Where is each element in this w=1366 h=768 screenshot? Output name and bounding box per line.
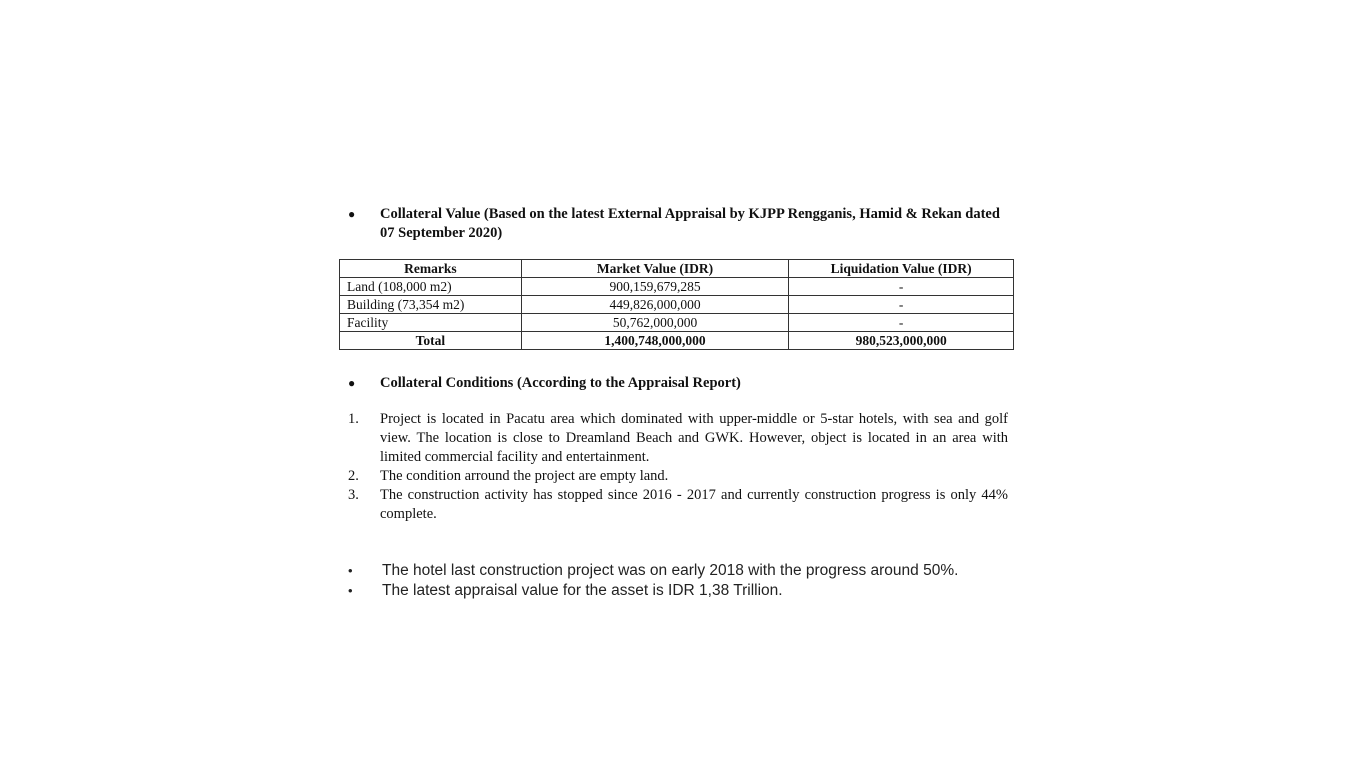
cell-liquidation-value: - bbox=[789, 278, 1014, 296]
cell-market-value: 449,826,000,000 bbox=[521, 296, 788, 314]
list-number: 1. bbox=[348, 411, 359, 427]
cell-total-label: Total bbox=[340, 332, 522, 350]
cell-remarks: Land (108,000 m2) bbox=[340, 278, 522, 296]
note-item bbox=[348, 561, 1048, 581]
note-item bbox=[348, 581, 1048, 601]
note-text: The hotel last construction project was on early 2018 with the progress around 50%. bbox=[382, 562, 959, 579]
list-number: 3. bbox=[348, 487, 359, 503]
note-text: The latest appraisal value for the asset is IDR 1,38 Trillion. bbox=[382, 582, 783, 599]
bullet-icon: • bbox=[348, 583, 353, 598]
cell-market-value: 900,159,679,285 bbox=[521, 278, 788, 296]
header-market-value: Market Value (IDR) bbox=[521, 260, 788, 278]
cell-total-market-value: 1,400,748,000,000 bbox=[521, 332, 788, 350]
cell-liquidation-value: - bbox=[789, 314, 1014, 332]
bullet-icon: ● bbox=[348, 207, 356, 221]
cell-liquidation-value: - bbox=[789, 296, 1014, 314]
cell-total-liquidation-value: 980,523,000,000 bbox=[789, 332, 1014, 350]
collateral-value-heading bbox=[348, 205, 1003, 243]
cell-remarks: Building (73,354 m2) bbox=[340, 296, 522, 314]
collateral-value-table bbox=[339, 259, 1014, 350]
cell-market-value: 50,762,000,000 bbox=[521, 314, 788, 332]
collateral-value-heading-text: Collateral Value (Based on the latest External Appraisal by KJPP Rengganis, Hamid & Rekan dated 07 September 2020) bbox=[380, 206, 1000, 241]
list-number: 2. bbox=[348, 468, 359, 484]
bullet-icon: • bbox=[348, 563, 353, 578]
table-row bbox=[340, 278, 1014, 296]
list-item bbox=[348, 467, 1008, 486]
collateral-conditions-heading bbox=[348, 374, 1008, 393]
header-liquidation-value: Liquidation Value (IDR) bbox=[789, 260, 1014, 278]
list-item bbox=[348, 486, 1008, 524]
conditions-list bbox=[348, 410, 1008, 524]
list-item-text: The construction activity has stopped since 2016 - 2017 and currently construction progress is only 44% complete. bbox=[380, 487, 1008, 522]
header-remarks: Remarks bbox=[340, 260, 522, 278]
table-header-row bbox=[340, 260, 1014, 278]
collateral-conditions-heading-text: Collateral Conditions (According to the Appraisal Report) bbox=[380, 375, 741, 391]
table-row bbox=[340, 314, 1014, 332]
list-item bbox=[348, 410, 1008, 467]
table-total-row bbox=[340, 332, 1014, 350]
list-item-text: Project is located in Pacatu area which dominated with upper-middle or 5-star hotels, with sea and golf view. The location is close to Dreamland Beach and GWK. However, object is located in an area with limited commercial facility and entertainment. bbox=[380, 411, 1008, 465]
list-item-text: The condition arround the project are empty land. bbox=[380, 468, 669, 484]
table-row bbox=[340, 296, 1014, 314]
notes-list bbox=[348, 561, 1048, 601]
cell-remarks: Facility bbox=[340, 314, 522, 332]
bullet-icon: ● bbox=[348, 376, 356, 390]
